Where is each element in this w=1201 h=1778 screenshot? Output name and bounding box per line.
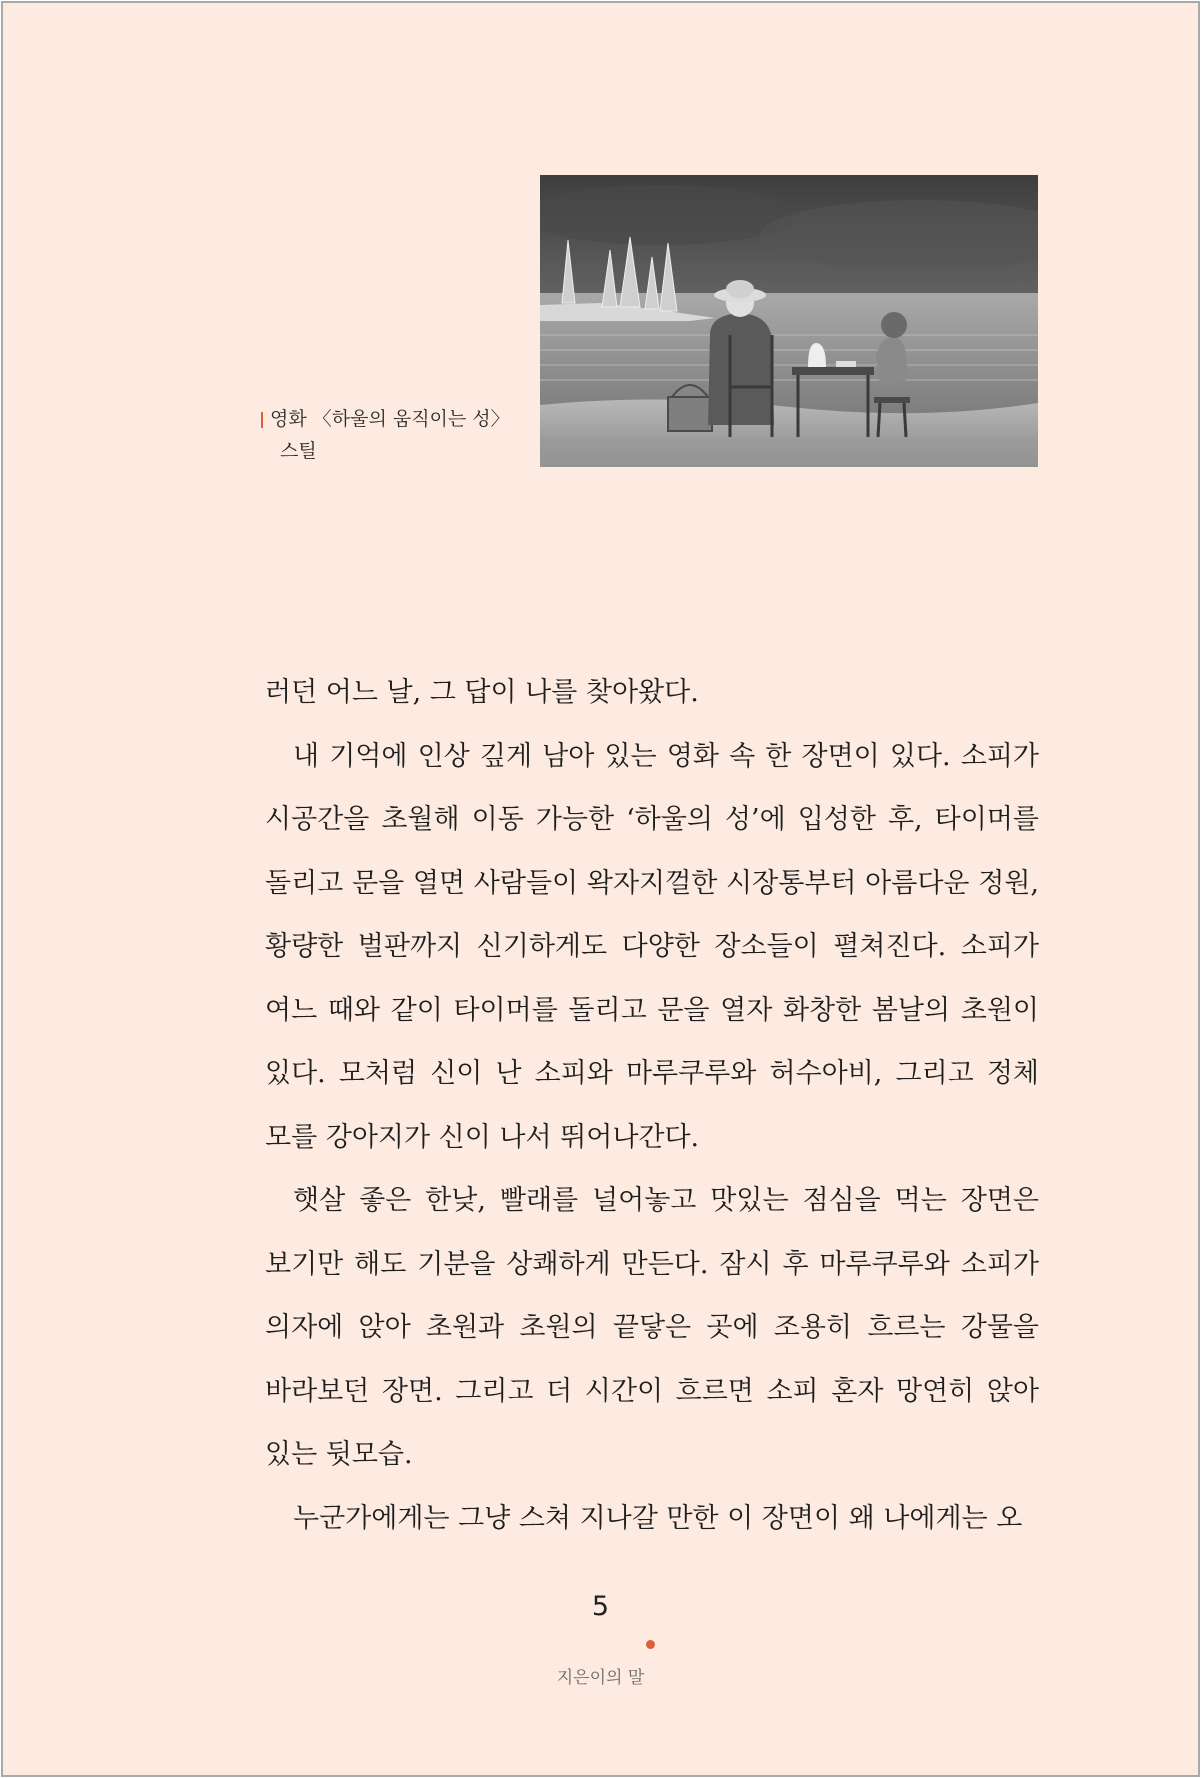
body-text [265,661,1039,1550]
figure-caption [265,403,510,467]
section-label: 지은이의 말 [556,1668,645,1688]
movie-still-image [540,175,1038,467]
paragraph: 내 기억에 인상 깊게 남아 있는 영화 속 한 장면이 있다. 소피가 시공간을 초월해 이동 가능한 ‘하울의 성’에 입성한 후, 타이머를 돌리고 문을 열면 사람들이 왁자지껄한 시장통부터 아름다운 정원, 황량한 벌판까지 신기하게도 다양한 장소들이 펼쳐진다. 소피가 여느 때와 같이 타이머를 돌리고 문을 열자 화창한 봄날의 초원이 있다. 모처럼 신이 난 소피와 마루쿠루와 허수아비, 그리고 정체 모를 강아지가 신이 나서 뛰어나간다. [265,740,1039,1153]
page-number: 5 [591,1591,610,1622]
caption-title: 영화 〈하울의 움직이는 성〉 [270,408,510,430]
caption-marker [261,412,263,428]
movie-still-illustration [540,175,1038,467]
caption-subtitle: 스틸 [280,440,317,462]
book-page [1,1,1200,1777]
paragraph: 햇살 좋은 한낮, 빨래를 널어놓고 맛있는 점심을 먹는 장면은 보기만 해도 기분을 상쾌하게 만든다. 잠시 후 마루쿠루와 소피가 의자에 앉아 초원과 초원의 끝닿은 곳에 조용히 흐르는 강물을 바라보던 장면. 그리고 더 시간이 흐르면 소피 혼자 망연히 앉아 있는 뒷모습. [265,1185,1039,1470]
paragraph: 누군가에게는 그냥 스쳐 지나갈 만한 이 장면이 왜 나에게는 오 [293,1502,1023,1534]
footer-dot-icon [646,1640,655,1649]
paragraph: 러던 어느 날, 그 답이 나를 찾아왔다. [265,677,699,708]
